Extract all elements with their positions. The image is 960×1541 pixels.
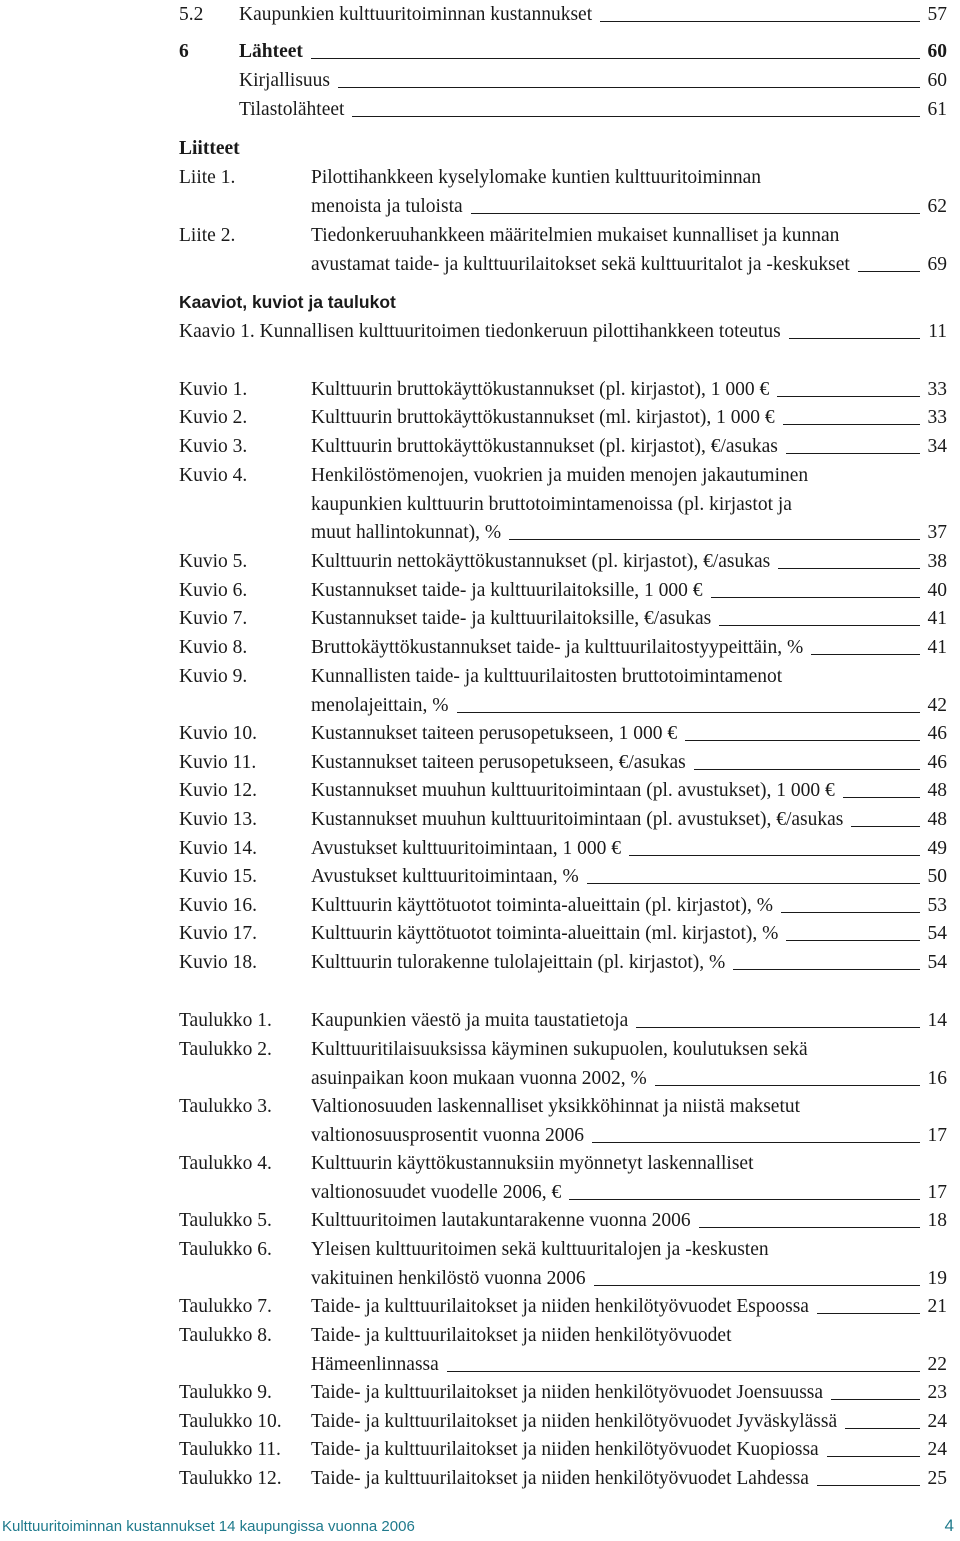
toc-page-number: 23 <box>927 1382 947 1403</box>
leader-line <box>777 396 919 397</box>
leader-line <box>471 213 920 214</box>
toc-entry-text: Pilottihankkeen kyselylomake kuntien kulttuuritoiminnan <box>311 167 762 188</box>
toc-page-number: 16 <box>927 1067 947 1089</box>
toc-entry-text: Kulttuurin käyttötuotot toiminta-alueittain (ml. kirjastot), % <box>311 923 779 944</box>
toc-entry-text: Kustannukset muuhun kulttuuritoimintaan (pl. avustukset), 1 000 € <box>311 780 835 801</box>
leader-line <box>851 826 919 827</box>
leader-line <box>811 654 919 655</box>
toc-page-number: 54 <box>927 952 947 973</box>
toc-entry-text: avustamat taide- ja kulttuurilaitokset sekä kulttuuritalot ja -keskukset <box>311 253 850 275</box>
leader-line <box>733 969 919 970</box>
toc-page-number: 11 <box>928 321 947 342</box>
toc-entry-text: Avustukset kulttuuritoimintaan, 1 000 € <box>311 838 621 859</box>
toc-entry-text: Kustannukset taide- ja kulttuurilaitoksille, 1 000 € <box>311 580 703 601</box>
toc-entry-text: Tilastolähteet <box>239 99 345 120</box>
toc-entry-number: Kuvio 7. <box>179 608 248 629</box>
toc-entry-text: Taide- ja kulttuurilaitokset ja niiden henkilötyövuodet <box>311 1325 732 1346</box>
toc-page-number: 40 <box>927 580 947 601</box>
toc-entry-number: Kuvio 11. <box>179 752 257 773</box>
toc-entry-number: Kuvio 3. <box>179 436 248 457</box>
leader-line <box>817 1485 920 1486</box>
toc-entry-text: Kulttuuritoimen lautakuntarakenne vuonna 2006 <box>311 1210 691 1231</box>
toc-page-number: 60 <box>927 70 947 91</box>
toc-entry-text: Kaavio 1. Kunnallisen kulttuuritoimen tiedonkeruun pilottihankkeen toteutus <box>179 321 781 342</box>
toc-entry-text: Kustannukset taide- ja kulttuurilaitoksille, €/asukas <box>311 608 712 629</box>
toc-section-heading: Kaaviot, kuviot ja taulukot <box>179 292 396 312</box>
leader-line <box>843 797 920 798</box>
footer-page-number: 4 <box>944 1516 954 1535</box>
leader-line <box>786 940 919 941</box>
footer-title: Kulttuuritoiminnan kustannukset 14 kaupungissa vuonna 2006 <box>2 1518 415 1535</box>
leader-line <box>457 712 920 713</box>
toc-entry-number: Taulukko 1. <box>179 1010 272 1031</box>
toc-page-number: 24 <box>927 1411 947 1432</box>
leader-line <box>352 116 919 117</box>
toc-entry-number: Kuvio 9. <box>179 666 248 687</box>
leader-line <box>629 855 920 856</box>
toc-page-number: 19 <box>927 1267 947 1289</box>
toc-entry-text: Taide- ja kulttuurilaitokset ja niiden henkilötyövuodet Jyväskylässä <box>311 1411 838 1432</box>
toc-page-number: 69 <box>927 253 947 275</box>
toc-page-number: 46 <box>927 752 947 773</box>
toc-entry-text: valtionosuudet vuodelle 2006, € <box>311 1181 562 1203</box>
toc-entry-number: Kuvio 8. <box>179 637 248 658</box>
leader-line <box>594 1285 920 1286</box>
toc-entry-text: Taide- ja kulttuurilaitokset ja niiden henkilötyövuodet Joensuussa <box>311 1382 824 1403</box>
toc-page-number: 53 <box>927 895 947 916</box>
toc-entry-text: Kaupunkien kulttuuritoiminnan kustannukset <box>239 4 593 25</box>
toc-entry-text: Valtionosuuden laskennalliset yksikköhinnat ja niistä maksetut <box>311 1096 801 1117</box>
leader-line <box>509 539 919 540</box>
leader-line <box>600 21 919 22</box>
toc-entry-number: 6 <box>179 41 189 62</box>
leader-line <box>311 58 920 59</box>
toc-entry-text: Kulttuurin bruttokäyttökustannukset (pl. kirjastot), 1 000 € <box>311 379 770 400</box>
leader-line <box>858 271 920 272</box>
toc-page-number: 42 <box>927 694 947 716</box>
toc-page-number: 21 <box>927 1296 947 1317</box>
leader-line <box>447 1371 920 1372</box>
toc-page-number: 46 <box>927 723 947 744</box>
toc-page-number: 48 <box>927 780 947 801</box>
leader-line <box>817 1313 920 1314</box>
leader-line <box>778 568 919 569</box>
toc-entry-text: Bruttokäyttökustannukset taide- ja kulttuurilaitostyypeittäin, % <box>311 637 804 658</box>
toc-entry-text: valtionosuusprosentit vuonna 2006 <box>311 1124 584 1146</box>
toc-entry-number: 5.2 <box>179 4 204 25</box>
toc-entry-text: Tiedonkeruuhankkeen määritelmien mukaiset kunnalliset ja kunnan <box>311 225 840 246</box>
toc-page-number: 38 <box>927 551 947 572</box>
toc-entry-text: Lähteet <box>239 41 303 62</box>
toc-entry-number: Kuvio 15. <box>179 866 257 887</box>
toc-page-number: 50 <box>927 866 947 887</box>
toc-entry-text: menoista ja tuloista <box>311 195 463 217</box>
toc-entry-number: Kuvio 16. <box>179 895 257 916</box>
leader-line <box>655 1085 920 1086</box>
toc-entry-text: Kulttuuritilaisuuksissa käyminen sukupuolen, koulutuksen sekä <box>311 1039 808 1060</box>
leader-line <box>781 912 920 913</box>
toc-entry-number: Taulukko 5. <box>179 1210 272 1231</box>
toc-entry-number: Kuvio 4. <box>179 465 248 486</box>
toc-entry-number: Kuvio 17. <box>179 923 257 944</box>
toc-entry-number: Taulukko 8. <box>179 1325 272 1346</box>
leader-line <box>592 1142 920 1143</box>
toc-entry-number: Taulukko 10. <box>179 1411 282 1432</box>
toc-page-number: 54 <box>927 923 947 944</box>
toc-entry-text: Taide- ja kulttuurilaitokset ja niiden henkilötyövuodet Lahdessa <box>311 1468 809 1489</box>
toc-entry-number: Kuvio 14. <box>179 838 257 859</box>
leader-line <box>636 1027 919 1028</box>
toc-entry-text: Kulttuurin tulorakenne tulolajeittain (pl. kirjastot), % <box>311 952 726 973</box>
leader-line <box>694 769 920 770</box>
toc-entry-number: Taulukko 9. <box>179 1382 272 1403</box>
toc-page-number: 14 <box>927 1010 947 1031</box>
toc-page-number: 17 <box>927 1124 947 1146</box>
toc-page-number: 41 <box>927 637 947 658</box>
toc-page-number: 25 <box>927 1468 947 1489</box>
toc-page-number: 22 <box>927 1353 947 1375</box>
toc-entry-number: Kuvio 2. <box>179 407 248 428</box>
toc-entry-text: Kustannukset muuhun kulttuuritoimintaan (pl. avustukset), €/asukas <box>311 809 844 830</box>
toc-page-number: 49 <box>927 838 947 859</box>
toc-page-number: 17 <box>927 1181 947 1203</box>
toc-page-number: 24 <box>927 1439 947 1460</box>
toc-entry-text: Taide- ja kulttuurilaitokset ja niiden henkilötyövuodet Kuopiossa <box>311 1439 819 1460</box>
toc-entry-number: Taulukko 3. <box>179 1096 272 1117</box>
toc-page-number: 18 <box>927 1210 947 1231</box>
leader-line <box>699 1227 920 1228</box>
toc-entry-number: Liite 2. <box>179 225 236 246</box>
toc-entry-text: Kulttuurin käyttötuotot toiminta-alueittain (pl. kirjastot), % <box>311 895 773 916</box>
toc-page-number: 61 <box>927 99 947 120</box>
toc-entry-text: muut hallintokunnat), % <box>311 522 502 544</box>
toc-entry-number: Taulukko 12. <box>179 1468 282 1489</box>
leader-line <box>569 1199 919 1200</box>
leader-line <box>685 740 919 741</box>
toc-entry-text: Kulttuurin bruttokäyttökustannukset (ml. kirjastot), 1 000 € <box>311 407 775 428</box>
toc-entry-text: asuinpaikan koon mukaan vuonna 2002, % <box>311 1067 647 1089</box>
toc-entry-number: Kuvio 6. <box>179 580 248 601</box>
toc-entry-text: Kulttuurin käyttökustannuksiin myönnetyt laskennalliset <box>311 1153 754 1174</box>
toc-entry-number: Kuvio 18. <box>179 952 257 973</box>
toc-page-number: 33 <box>927 407 947 428</box>
toc-entry-number: Kuvio 1. <box>179 379 248 400</box>
toc-entry-number: Kuvio 12. <box>179 780 257 801</box>
toc-entry-number: Taulukko 11. <box>179 1439 281 1460</box>
toc-entry-text: Henkilöstömenojen, vuokrien ja muiden menojen jakautuminen <box>311 465 809 486</box>
toc-entry-text: Kunnallisten taide- ja kulttuurilaitosten bruttotoimintamenot <box>311 666 783 687</box>
toc-page-number: 60 <box>927 41 947 62</box>
toc-entry-text: Hämeenlinnassa <box>311 1353 439 1375</box>
toc-page-number: 62 <box>927 195 947 217</box>
toc-entry-number: Taulukko 2. <box>179 1039 272 1060</box>
toc-entry-number: Taulukko 7. <box>179 1296 272 1317</box>
toc-entry-text: Avustukset kulttuuritoimintaan, % <box>311 866 579 887</box>
toc-entry-number: Kuvio 5. <box>179 551 248 572</box>
toc-entry-number: Liite 1. <box>179 167 236 188</box>
toc-entry-text: Kustannukset taiteen perusopetukseen, €/asukas <box>311 752 686 773</box>
leader-line <box>789 338 921 339</box>
toc-entry-text: Taide- ja kulttuurilaitokset ja niiden henkilötyövuodet Espoossa <box>311 1296 809 1317</box>
toc-entry-text: Kulttuurin nettokäyttökustannukset (pl. kirjastot), €/asukas <box>311 551 771 572</box>
toc-entry-number: Kuvio 10. <box>179 723 257 744</box>
toc-page-number: 41 <box>927 608 947 629</box>
toc-entry-text: Kulttuurin bruttokäyttökustannukset (pl. kirjastot), €/asukas <box>311 436 778 457</box>
leader-line <box>845 1428 919 1429</box>
toc-entry-number: Kuvio 13. <box>179 809 257 830</box>
toc-entry-text: vakituinen henkilöstö vuonna 2006 <box>311 1267 586 1289</box>
toc-entry-number: Taulukko 4. <box>179 1153 272 1174</box>
toc-entry-text: Yleisen kulttuuritoimen sekä kulttuuritalojen ja -keskusten <box>311 1239 769 1260</box>
toc-entry-text: kaupunkien kulttuurin bruttotoimintamenoissa (pl. kirjastot ja <box>311 493 792 515</box>
toc-page-number: 33 <box>927 379 947 400</box>
leader-line <box>587 883 920 884</box>
leader-line <box>783 424 920 425</box>
leader-line <box>831 1399 919 1400</box>
toc-entry-number: Taulukko 6. <box>179 1239 272 1260</box>
toc-section-heading: Liitteet <box>179 138 240 159</box>
toc-page-number: 37 <box>927 522 947 544</box>
toc-entry-text: Kaupunkien väestö ja muita taustatietoja <box>311 1010 629 1031</box>
toc-page-number: 57 <box>927 4 947 25</box>
leader-line <box>711 597 920 598</box>
toc-page-number: 34 <box>927 436 947 457</box>
toc-entry-text: Kustannukset taiteen perusopetukseen, 1 000 € <box>311 723 678 744</box>
leader-line <box>719 625 919 626</box>
leader-line <box>786 453 920 454</box>
toc-entry-text: Kirjallisuus <box>239 70 330 91</box>
toc-page-number: 48 <box>927 809 947 830</box>
leader-line <box>827 1456 920 1457</box>
leader-line <box>338 87 920 88</box>
toc-entry-text: menolajeittain, % <box>311 694 449 716</box>
